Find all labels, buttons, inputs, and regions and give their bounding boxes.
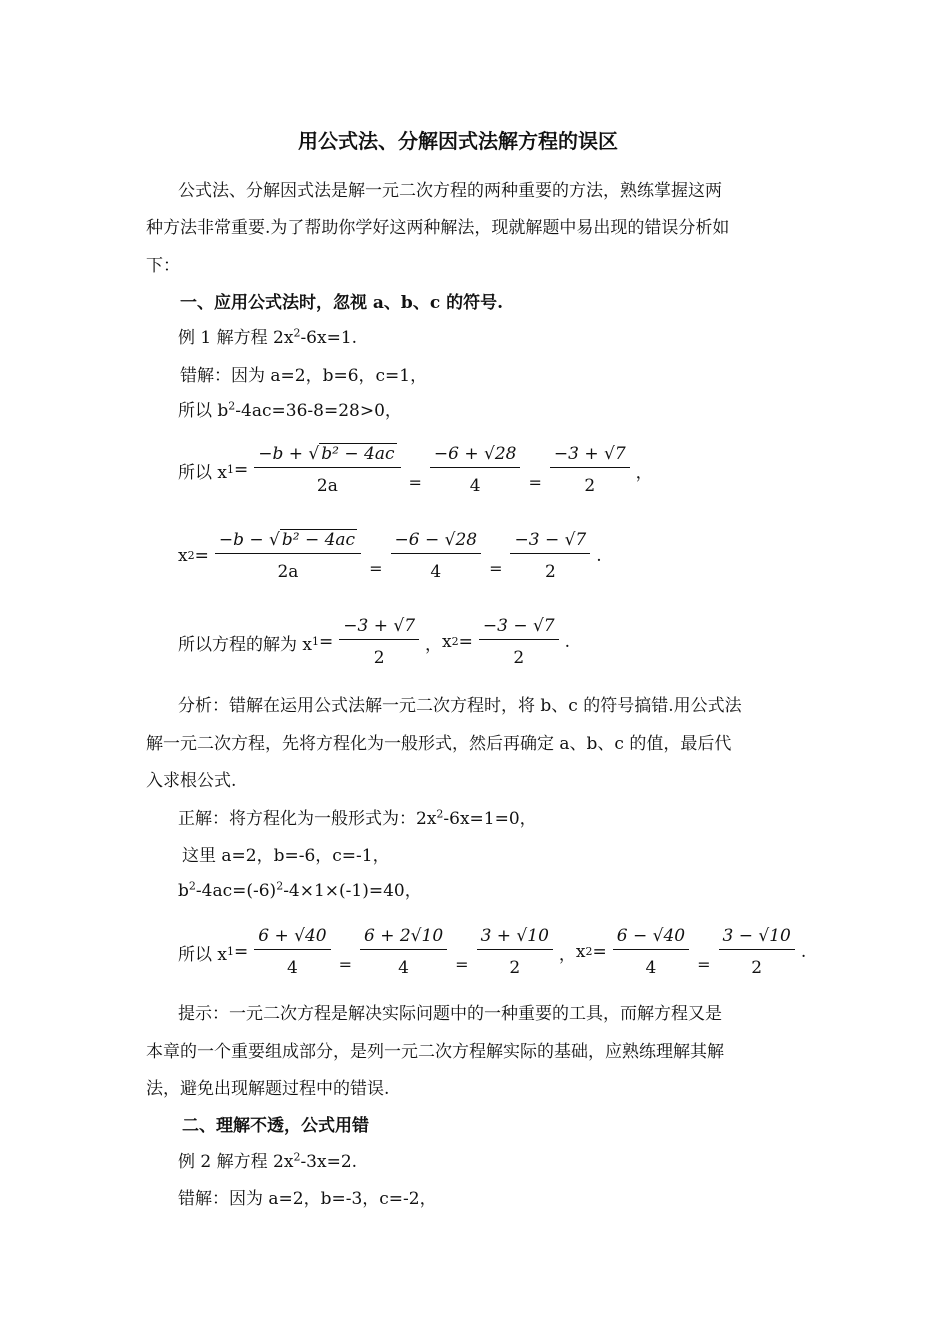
fraction: $\frac{3 + √10}{2}$ (477, 926, 553, 978)
page-title: 用公式法、分解因式法解方程的误区 (298, 129, 618, 153)
fraction: $\frac{-6 - √28}{4}$ (391, 530, 482, 582)
tip-line-2: 本章的一个重要组成部分，是列一元二次方程解实际的基础，应熟练理解其解 (146, 1042, 724, 1062)
analysis-line-3: 入求根公式. (146, 771, 237, 791)
section-heading-1: 一、应用公式法时，忽视 a、b、c 的符号. (180, 293, 504, 313)
section-heading-2: 二、理解不透，公式用错 (182, 1116, 369, 1136)
correct-solution-line-3: $b^2-4ac=(-6)^2-4\times 1\times(-1)=40$， (178, 879, 422, 901)
tip-line-1: 提示：一元二次方程是解决实际问题中的一种重要的工具，而解方程又是 (178, 1004, 722, 1024)
correct-solution-roots: 所以 x 1 = $\frac{6 + √40}{4}$ = $\frac{6 + 2√10}{4}$ = $\frac{3 + √10}{2}$ ， x 2 = $\frac{6 - √40}{4}$ = $\frac{3 - √10}{2}$ . (178, 926, 807, 978)
analysis-line-1: 分析：错解在运用公式法解一元二次方程时，将 b、c 的符号搞错.用公式法 (178, 696, 742, 716)
intro-line-1: 公式法、分解因式法是解一元二次方程的两种重要的方法，熟练掌握这两 (178, 181, 722, 201)
example-1-wrong-solution: 错解：因为 a=2，b=6，c=1， (180, 366, 428, 386)
fraction: $\frac{-3 + √7}{2}$ (550, 444, 630, 496)
fraction: $\frac{-3 + √7}{2}$ (339, 616, 419, 668)
example-1-x1-formula: 所以 x 1 = $\frac{\text{−b + √ b² − 4ac}}{2a}$ = $\frac{-6 + √28}{4}$ = $\frac{-3 + √7}{2}$ ， (178, 444, 653, 496)
example-2-statement: 例 2 解方程 $2x^2-3x=2$. (178, 1150, 358, 1172)
example-1-x2-formula: x 2 = $\frac{\text{−b − √ b² − 4ac}}{2a}$ = $\frac{-6 - √28}{4}$ = $\frac{-3 - √7}{2}$ . (178, 530, 602, 582)
tip-line-3: 法，避免出现解题过程中的错误. (146, 1079, 390, 1099)
fraction: $\frac{\text{−b − √ b² − 4ac}}{2a}$ (215, 530, 361, 582)
fraction: $\frac{\text{−b + √ b² − 4ac}}{2a}$ (254, 444, 400, 496)
example-1-discriminant: 所以 $b^2-4ac=36-8=28>0$， (178, 399, 402, 421)
fraction: $\frac{6 + √40}{4}$ (254, 926, 330, 978)
fraction: $\frac{3 - √10}{2}$ (719, 926, 795, 978)
correct-solution-line-2: 这里 a=2，b=-6，c=-1， (182, 846, 390, 866)
example-1-statement: 例 1 解方程 $2x^2-6x=1$. (178, 326, 358, 348)
analysis-line-2: 解一元二次方程，先将方程化为一般形式，然后再确定 a、b、c 的值，最后代 (146, 734, 732, 754)
intro-line-3: 下： (146, 256, 180, 276)
fraction: $\frac{6 + 2√10}{4}$ (360, 926, 447, 978)
fraction: $\frac{-3 - √7}{2}$ (479, 616, 559, 668)
fraction: $\frac{-6 + √28}{4}$ (430, 444, 521, 496)
fraction: $\frac{6 - √40}{4}$ (613, 926, 689, 978)
correct-solution-line-1: 正解：将方程化为一般形式为：$2x^2-6x=1=0$， (178, 807, 537, 829)
fraction: $\frac{-3 - √7}{2}$ (510, 530, 590, 582)
intro-line-2: 种方法非常重要.为了帮助你学好这两种解法，现就解题中易出现的错误分析如 (146, 218, 730, 238)
example-1-answer: 所以方程的解为 x 1 = $\frac{-3 + √7}{2}$ ， x 2 = $\frac{-3 - √7}{2}$ . (178, 616, 571, 668)
example-2-wrong-solution: 错解：因为 a=2，b=-3，c=-2， (178, 1189, 437, 1209)
